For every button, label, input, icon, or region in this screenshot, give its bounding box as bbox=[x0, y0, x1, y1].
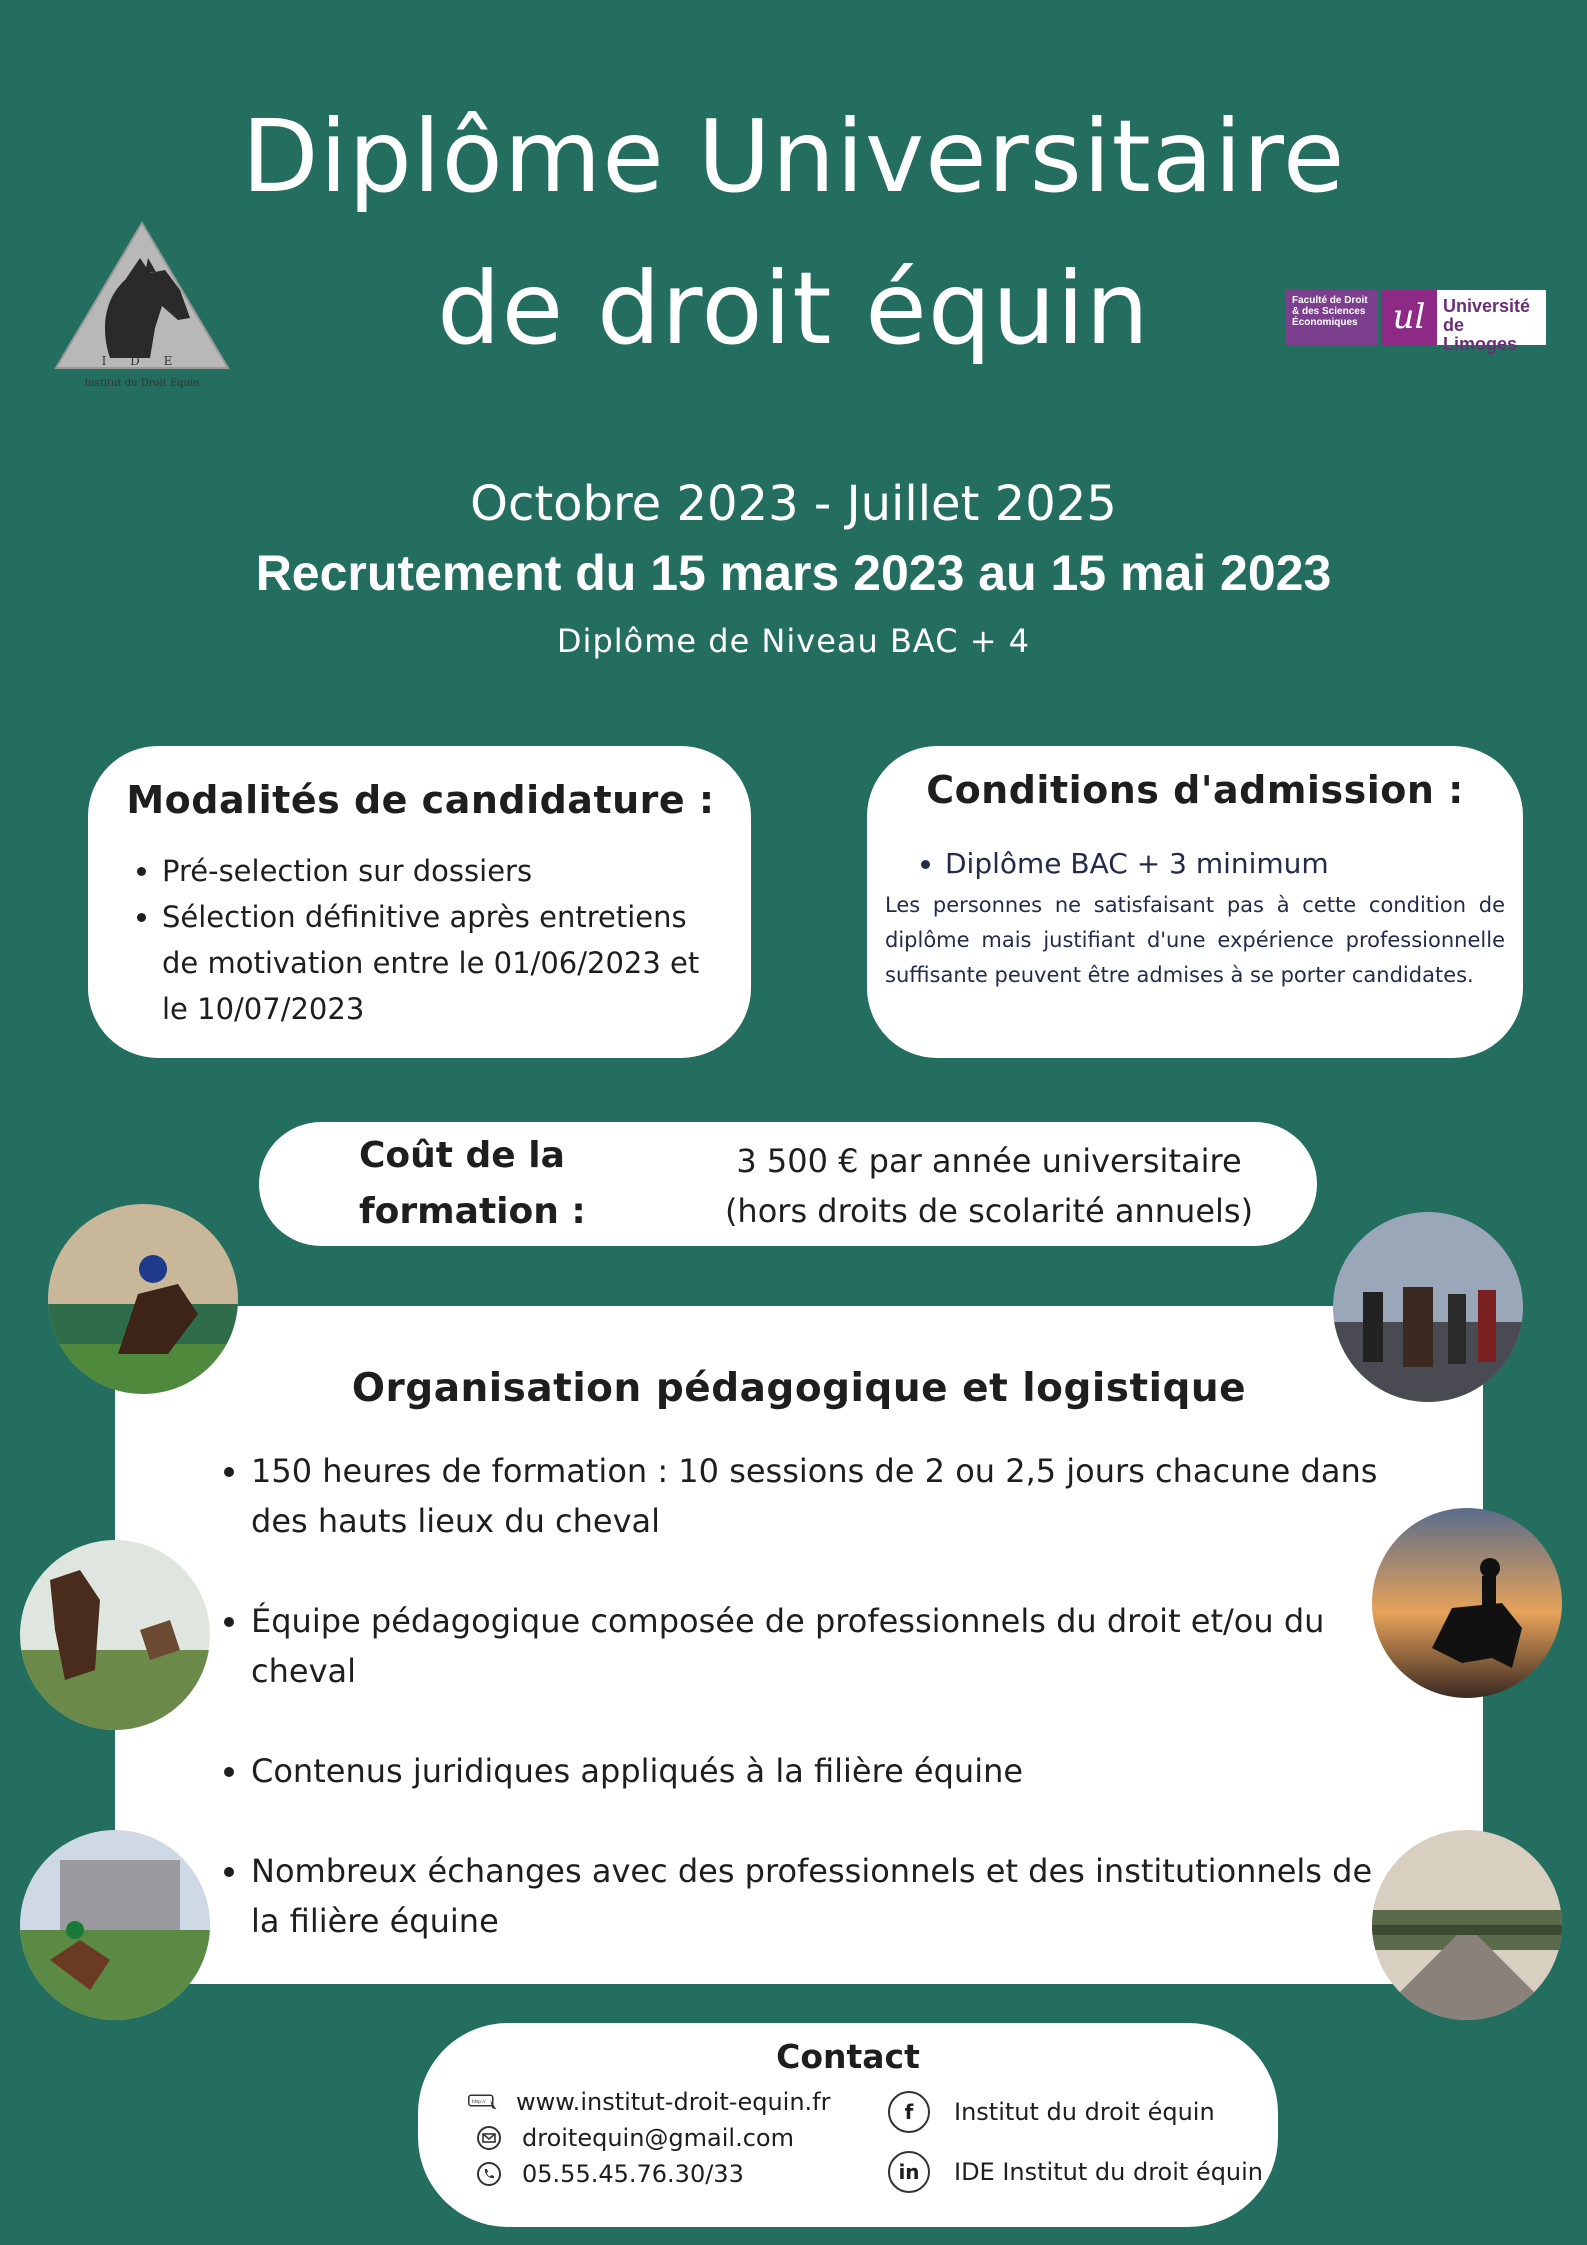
modalites-list bbox=[110, 848, 731, 1032]
diploma-level: Diplôme de Niveau BAC + 4 bbox=[556, 622, 1031, 660]
conditions-list bbox=[881, 842, 1509, 886]
program-dates: Octobre 2023 - Juillet 2025 bbox=[470, 476, 1117, 532]
list-item: • Équipe pédagogique composée de professionnels du droit et/ou du cheval bbox=[251, 1596, 1401, 1696]
list-item: • Sélection définitive après entretiens de motivation entre le 01/06/2023 et le 10/07/2023 bbox=[162, 894, 731, 1032]
photo-racecourse-crowd bbox=[1333, 1212, 1523, 1402]
linkedin-icon: in bbox=[888, 2151, 930, 2193]
title-line-1: Diplôme Universitaire bbox=[241, 98, 1346, 215]
cout-value-line-2: (hors droits de scolarité annuels) bbox=[724, 1192, 1254, 1230]
mail-icon bbox=[474, 2123, 504, 2153]
contact-card bbox=[418, 2023, 1278, 2227]
recruitment-period: Recrutement du 15 mars 2023 au 15 mai 2023 bbox=[255, 545, 1332, 601]
email-text[interactable]: droitequin@gmail.com bbox=[522, 2124, 794, 2152]
ide-logo bbox=[50, 218, 235, 393]
ide-logo-caption: Institut du Droit Equin bbox=[84, 378, 200, 389]
organisation-list bbox=[223, 1446, 1401, 1996]
modalites-card bbox=[88, 746, 751, 1058]
organisation-panel bbox=[115, 1306, 1483, 1984]
cout-label: Coût de la formation : bbox=[359, 1135, 586, 1232]
contact-title: Contact bbox=[776, 2037, 920, 2076]
list-item: • Diplôme BAC + 3 minimum bbox=[945, 842, 1509, 886]
photo-rider-sunset bbox=[1372, 1508, 1562, 1698]
web-icon bbox=[468, 2087, 498, 2117]
faculty-label: Faculté de Droit & des Sciences Économiques bbox=[1286, 290, 1378, 345]
facebook-text[interactable]: Institut du droit équin bbox=[954, 2098, 1215, 2126]
photo-chateau-jumping bbox=[20, 1830, 210, 2020]
ide-logo-letters: I D E bbox=[101, 354, 183, 368]
university-name-line-2: de Limoges bbox=[1443, 315, 1518, 354]
linkedin-text[interactable]: IDE Institut du droit équin bbox=[954, 2158, 1264, 2186]
university-name-line-1: Université bbox=[1443, 296, 1531, 316]
ul-mark: ul bbox=[1381, 290, 1437, 345]
organisation-title: Organisation pédagogique et logistique bbox=[351, 1366, 1247, 1411]
contact-linkedin[interactable] bbox=[888, 2151, 1263, 2193]
contact-email[interactable] bbox=[474, 2123, 794, 2153]
contact-website[interactable] bbox=[468, 2087, 831, 2117]
facebook-icon: f bbox=[888, 2091, 930, 2133]
universite-limoges-logo bbox=[1286, 290, 1546, 354]
university-name bbox=[1437, 290, 1546, 354]
photo-horses-field bbox=[20, 1540, 210, 1730]
conditions-card bbox=[867, 746, 1523, 1058]
contact-phone[interactable] bbox=[474, 2159, 744, 2189]
phone-icon bbox=[474, 2159, 504, 2189]
title-line-2: de droit équin bbox=[437, 250, 1150, 367]
conditions-note: Les personnes ne satisfaisant pas à cette condition de diplôme mais justifiant d'une expérience professionnelle suffisante peuvent être admises à se porter candidates. bbox=[885, 893, 1505, 987]
web-icon-label: http:// bbox=[471, 2099, 486, 2105]
modalites-title: Modalités de candidature : bbox=[126, 778, 715, 822]
cout-value-line-1: 3 500 € par année universitaire bbox=[736, 1142, 1242, 1180]
phone-text[interactable]: 05.55.45.76.30/33 bbox=[522, 2160, 744, 2188]
list-item: • Pré-selection sur dossiers bbox=[162, 848, 731, 894]
photo-racehorse bbox=[48, 1204, 238, 1394]
cout-card bbox=[259, 1122, 1317, 1246]
cout-value bbox=[659, 1136, 1319, 1236]
website-text[interactable]: www.institut-droit-equin.fr bbox=[516, 2088, 831, 2116]
list-item: • Nombreux échanges avec des professionnels et des institutionnels de la filière équine bbox=[251, 1846, 1401, 1946]
list-item: • 150 heures de formation : 10 sessions de 2 ou 2,5 jours chacune dans des hauts lieux du cheval bbox=[251, 1446, 1401, 1546]
list-item: • Contenus juridiques appliqués à la filière équine bbox=[251, 1746, 1401, 1796]
photo-stables-alley bbox=[1372, 1830, 1562, 2020]
conditions-title: Conditions d'admission : bbox=[926, 768, 1464, 812]
contact-facebook[interactable] bbox=[888, 2091, 1215, 2133]
